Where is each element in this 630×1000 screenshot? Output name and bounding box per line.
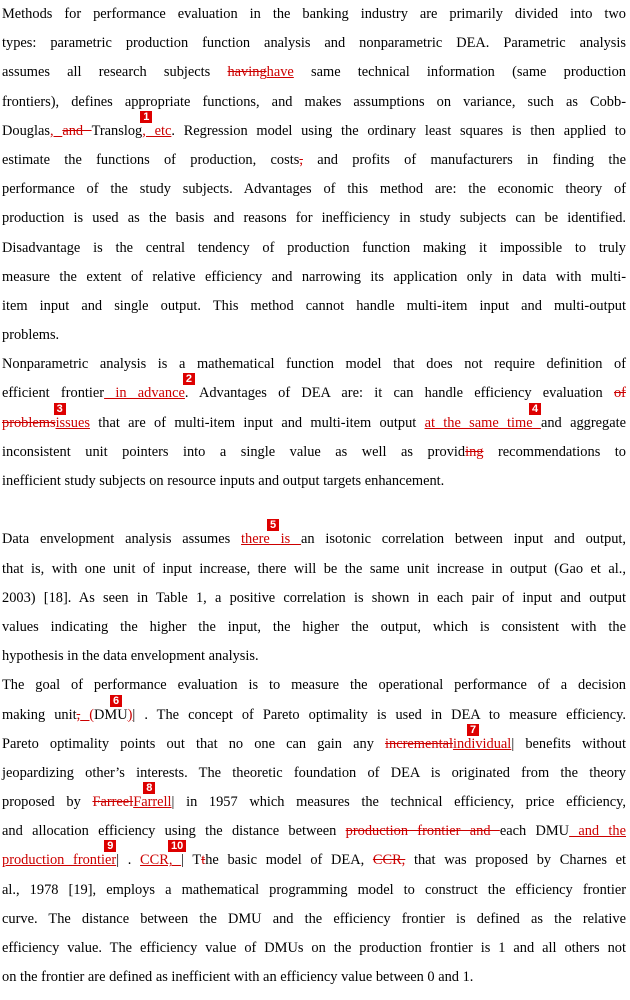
insertion[interactable]: have: [266, 64, 294, 81]
deletion[interactable]: CCR,: [372, 852, 406, 869]
text-line: that is, with one unit of input increase, there will be the same unit increase in output (Gao et al.,: [2, 560, 626, 577]
text-line: 2003) [18]. As seen in Table 1, a positive correlation is shown in each pair of input and output: [2, 589, 626, 606]
insertion[interactable]: there is: [241, 531, 302, 548]
text-line: proposed by Farreel 8 Farrell| in 1957 which measures the technical efficiency, price efficiency,: [2, 782, 627, 811]
insertion[interactable]: production frontier: [2, 852, 117, 869]
text-line: measure the extent of relative efficiency and narrowing its application only in data with multi-: [2, 268, 626, 285]
insertion[interactable]: (: [80, 706, 95, 723]
change-bar: |: [171, 794, 175, 811]
text-line: assumes all research subjects havinghave same technical information (same production: [2, 64, 626, 81]
paragraph-1: [2, 0, 626, 350]
change-bar: |: [511, 735, 515, 752]
insertion[interactable]: issues: [55, 414, 90, 431]
text-line: production frontier 9 | . 10 CCR, | Tthe basic model of DEA, CCR, that was proposed by Charnes et: [2, 840, 626, 869]
text-line: inconsistent unit pointers into a single value as well as providing recommendations to: [2, 443, 626, 460]
text-line: production is used as the basis and reasons for inefficiency in study subjects can be identified.: [2, 210, 626, 227]
text-line: performance of the study subjects. Advantages of this method are: the economic theory of: [2, 181, 626, 198]
text-line: efficiency value. The efficiency value of DMUs on the production frontier is 1 and all others not: [2, 940, 626, 956]
deletion[interactable]: production frontier and: [345, 823, 500, 840]
insertion[interactable]: CCR,: [140, 852, 182, 869]
text-line: on the frontier are defined as inefficient with an efficiency value between 0 and 1.: [2, 969, 474, 986]
document-body: [2, 0, 626, 992]
text-line: Douglas, and Translog 1 , etc. Regression model using the ordinary least squares is then applied to: [2, 110, 627, 139]
deletion[interactable]: incremental: [385, 735, 453, 752]
insertion[interactable]: at the same time: [424, 414, 541, 431]
text-line: al., 1978 [19], employs a mathematical programming model to construct the efficiency frontier: [2, 881, 626, 898]
text-line: values indicating the higher the input, the higher the output, which is consistent with the: [2, 618, 626, 635]
text-line: and allocation efficiency using the distance between production frontier and each DMU and the: [2, 823, 626, 840]
text-line: Disadvantage is the central tendency of production function making it impossible to truly: [2, 239, 626, 256]
text-line: The goal of performance evaluation is to measure the operational performance of a decision: [2, 677, 626, 694]
deletion[interactable]: ,: [299, 151, 303, 168]
text-line: making unit, ( 6 DMU)| . The concept of Pareto optimality is used in DEA to measure efficiency.: [2, 694, 626, 723]
deletion[interactable]: having: [227, 64, 267, 81]
text-line: item input and single output. This method cannot handle multi-item input and multi-output: [2, 297, 626, 314]
blank-line: [2, 496, 626, 525]
deletion[interactable]: ing: [465, 443, 484, 460]
deletion[interactable]: t: [201, 852, 206, 869]
insertion[interactable]: ): [127, 706, 133, 723]
deletion[interactable]: of: [613, 385, 626, 402]
insertion[interactable]: in advance: [104, 385, 185, 402]
text-line: Data envelopment analysis assumes 5 there is an isotonic correlation between input and output,: [2, 519, 626, 548]
insertion[interactable]: individual: [452, 735, 512, 752]
text-line: inefficient study subjects on resource inputs and output targets enhancement.: [2, 473, 445, 489]
deletion[interactable]: ,: [76, 706, 81, 723]
change-bar: |: [132, 706, 136, 723]
change-bar: |: [116, 852, 120, 869]
deletion[interactable]: problems: [2, 414, 56, 431]
text-line: jeopardizing other’s interests. The theoretic foundation of DEA is originated from the theory: [2, 764, 626, 781]
text-line: frontiers), defines appropriate functions, and makes assumptions on variance, such as Cobb-: [2, 93, 626, 110]
paragraph-3: [2, 519, 626, 671]
text-line: hypothesis in the data envelopment analysis.: [2, 648, 259, 665]
insertion[interactable]: , etc: [142, 122, 172, 139]
deletion[interactable]: and: [62, 122, 92, 139]
text-line: problems 3 issues that are of multi-item input and multi-item output at the same time 4 and aggregate: [2, 402, 626, 431]
text-line: types: parametric production function analysis and nonparametric DEA. Parametric analysis: [2, 35, 626, 52]
text-line: curve. The distance between the DMU and the efficiency frontier is defined as the relative: [2, 910, 626, 927]
text-line: Methods for performance evaluation in the banking industry are primarily divided into two: [2, 6, 626, 22]
text-line: estimate the functions of production, costs, and profits of manufacturers in finding the: [2, 151, 627, 168]
insertion[interactable]: ,: [49, 122, 63, 139]
deletion[interactable]: Farreel: [92, 794, 134, 811]
text-line: Nonparametric analysis is a mathematical function model that does not require definition of: [2, 356, 626, 373]
text-line: Pareto optimality points out that no one can gain any incremental 7 individual| benefits without: [2, 723, 626, 752]
paragraph-2: [2, 350, 626, 496]
text-line: problems.: [2, 327, 60, 344]
insertion[interactable]: and the: [569, 823, 626, 840]
paragraph-4: [2, 671, 626, 992]
change-bar: |: [181, 852, 184, 869]
insertion[interactable]: Farrell: [133, 794, 172, 811]
text-line: efficient frontier in advance 2 . Advantages of DEA are: it can handle efficiency evaluation of: [2, 373, 626, 402]
